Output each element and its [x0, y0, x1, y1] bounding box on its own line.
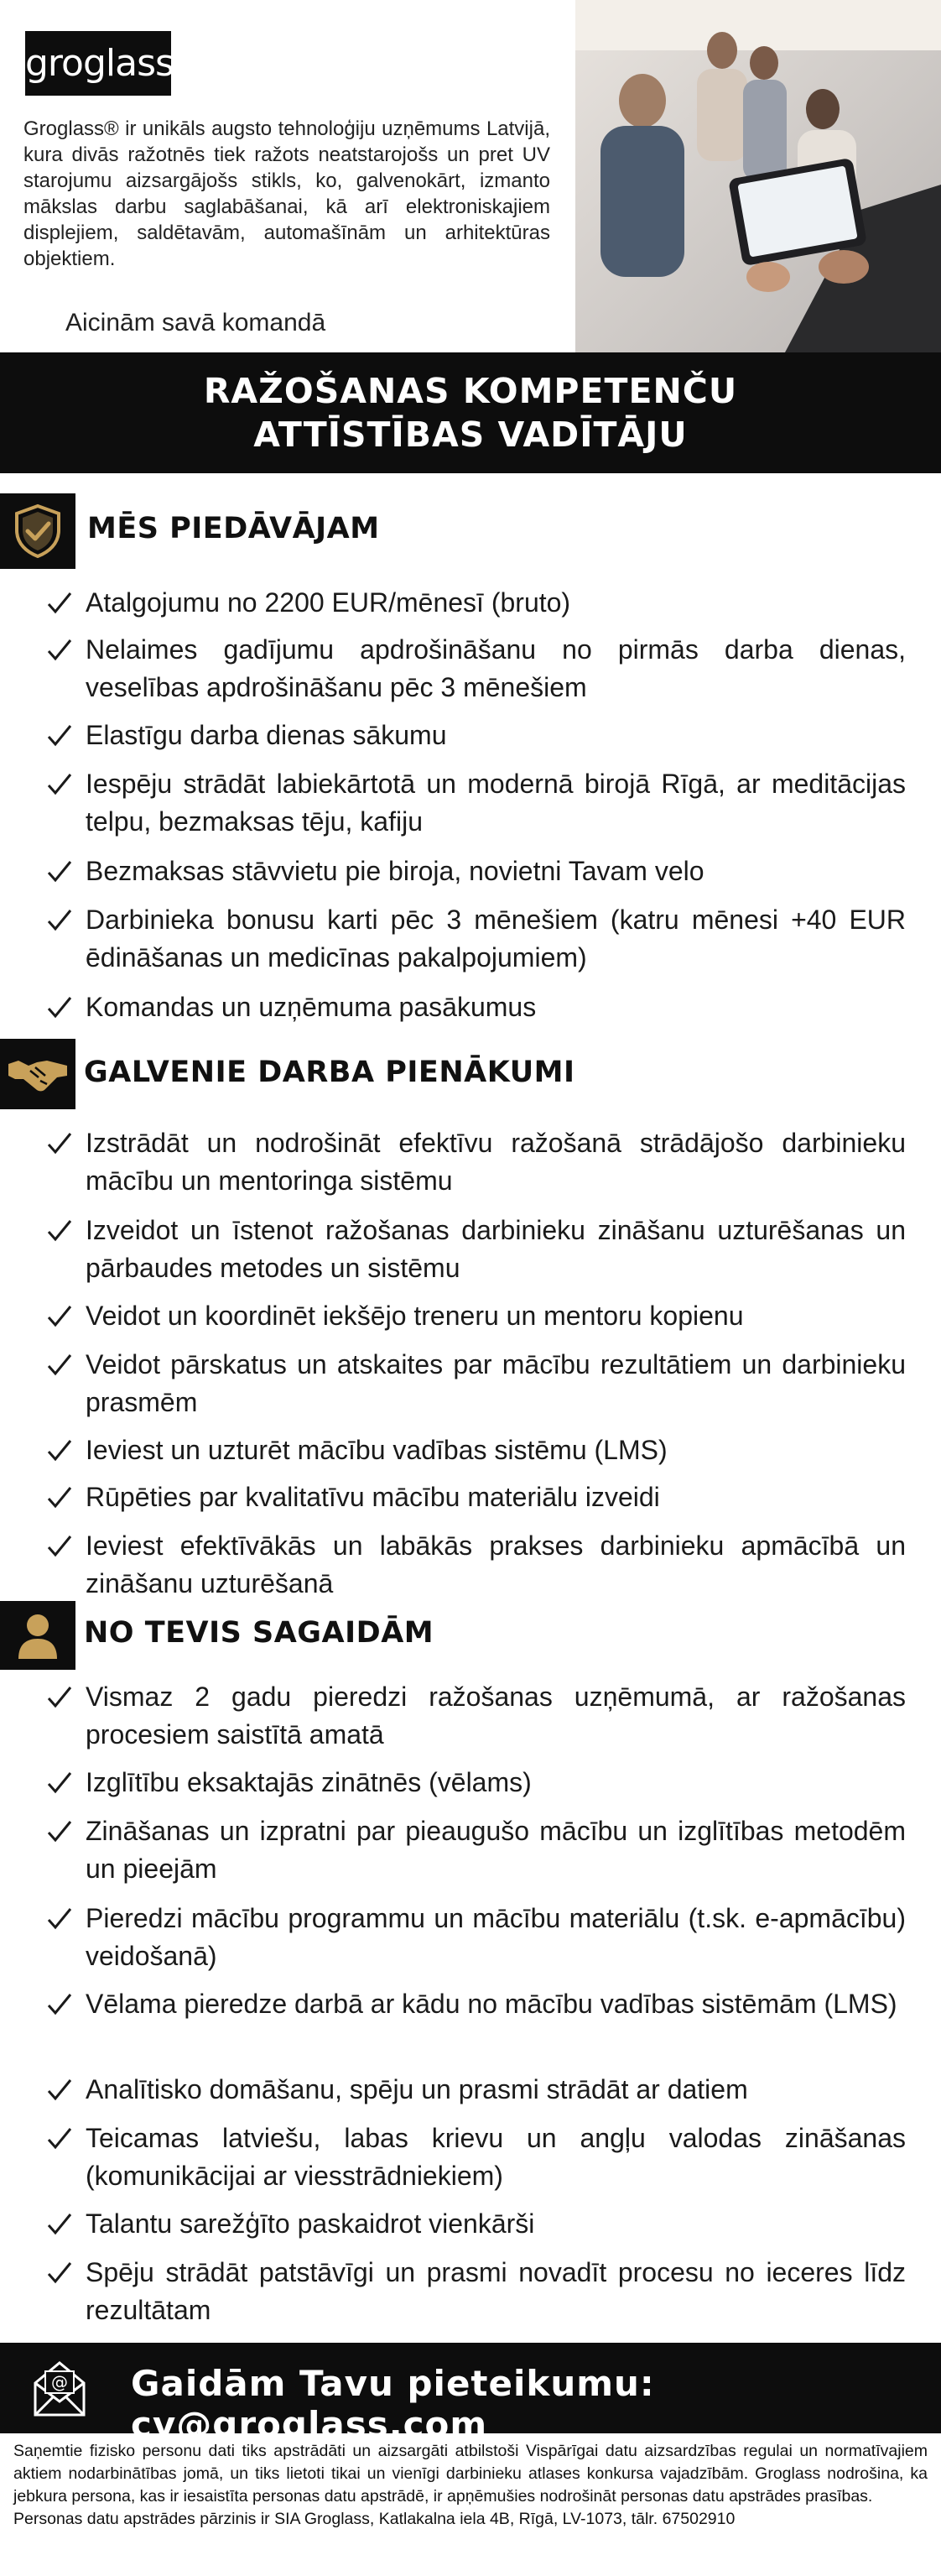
list-item: Teicamas latviešu, labas krievu un angļu valodas zināšanas (komunikācijai ar viesstrādniekiem)	[45, 2120, 906, 2195]
list-item: Bezmaksas stāvvietu pie biroja, novietni Tavam velo	[45, 853, 906, 890]
checkmark-icon	[45, 1217, 74, 1245]
list-item: Izglītību eksaktajās zinātnēs (vēlams)	[45, 1764, 906, 1802]
list-item: Atalgojumu no 2200 EUR/mēnesī (bruto)	[45, 584, 906, 622]
requirements-title: NO TEVIS SAGAIDĀM	[84, 1616, 434, 1650]
checkmark-icon	[45, 1484, 74, 1512]
list-item: Rūpēties par kvalitatīvu mācību materiālu izveidi	[45, 1478, 906, 1516]
duties-header	[0, 1039, 941, 1114]
team-photo	[575, 0, 941, 352]
list-item: Darbinieka bonusu karti pēc 3 mēnešiem (katru mēnesi +40 EUR ēdināšanas un medicīnas pakalpojumiem)	[45, 901, 906, 977]
person-icon	[0, 1601, 75, 1670]
list-item: Veidot pārskatus un atskaites par mācību rezultātiem un darbinieku prasmēm	[45, 1346, 906, 1421]
checkmark-icon	[45, 1683, 74, 1712]
checkmark-icon	[45, 722, 74, 750]
list-item: Talantu sarežģīto paskaidrot vienkārši	[45, 2205, 906, 2243]
checkmark-icon	[45, 636, 74, 665]
groglass-logo: groglass	[25, 31, 171, 96]
checkmark-icon	[45, 2076, 74, 2104]
list-item: Ieviest un uzturēt mācību vadības sistēmu (LMS)	[45, 1431, 906, 1469]
checkmark-icon	[45, 1437, 74, 1465]
header-area	[0, 0, 941, 352]
email-envelope-icon	[30, 2356, 89, 2420]
list-item: Vēlama pieredze darbā ar kādu no mācību vadības sistēmām (LMS)	[45, 1985, 906, 2023]
duties-section	[0, 1039, 941, 1114]
list-item: Analītisko domāšanu, spēju un prasmi strādāt ar datiem	[45, 2071, 906, 2109]
invite-text: Aicinām savā komandā	[65, 309, 326, 336]
shield-check-icon	[0, 493, 75, 569]
checkmark-icon	[45, 589, 74, 618]
requirements-section	[0, 1601, 941, 1676]
list-item: Nelaimes gadījumu apdrošināšanu no pirmās darba dienas, veselības apdrošināšanu pēc 3 mēnešiem	[45, 631, 906, 707]
checkmark-icon	[45, 770, 74, 799]
offer-title: MĒS PIEDĀVĀJAM	[87, 512, 380, 545]
job-title-line2: ATTĪSTĪBAS VADĪTĀJU	[253, 415, 688, 455]
list-item: Komandas un uzņēmuma pasākumus	[45, 988, 906, 1026]
checkmark-icon	[45, 1129, 74, 1158]
list-item: Ieviest efektīvākās un labākās prakses darbinieku apmācībā un zināšanu uzturēšanā	[45, 1527, 906, 1603]
checkmark-icon	[45, 1302, 74, 1331]
list-item: Zināšanas un izpratni par pieaugušo mācību un izglītības metodēm un pieejām	[45, 1812, 906, 1888]
offer-header	[0, 493, 941, 569]
duties-title: GALVENIE DARBA PIENĀKUMI	[84, 1056, 575, 1089]
list-item: Izstrādāt un nodrošināt efektīvu ražošanā strādājošo darbinieku mācību un mentoringa sistēmu	[45, 1124, 906, 1200]
list-item: Elastīgu darba dienas sākumu	[45, 717, 906, 754]
checkmark-icon	[45, 1905, 74, 1933]
list-item: Veidot un koordinēt iekšējo treneru un mentoru kopienu	[45, 1297, 906, 1335]
handshake-icon	[0, 1039, 75, 1109]
offer-section	[0, 493, 941, 569]
checkmark-icon	[45, 993, 74, 1022]
requirements-header	[0, 1601, 941, 1676]
list-item: Spēju strādāt patstāvīgi un prasmi novadīt procesu no ieceres līdz rezultātam	[45, 2254, 906, 2329]
apply-email-link[interactable]: Gaidām Tavu pieteikumu: cv@groglass.com	[131, 2363, 655, 2445]
privacy-text: Saņemtie fizisko personu dati tiks apstrādāti un aizsargāti atbilstoši Vispārīgai datu aizsardzības regulai un normatīvajiem aktiem nodarbinātības jomā, un tiks lietoti tikai un vienīgi darbinieku atlases konkursa vajadzībām. Groglass nodrošina, ka jebkura persona, kas ir iesaistīta personas datu apstrādē, ir apņēmušies nodrošināt personas datu apstrādes prasības.	[13, 2442, 928, 2506]
checkmark-icon	[45, 2125, 74, 2153]
checkmark-icon	[45, 906, 74, 935]
privacy-notice	[13, 2440, 928, 2531]
checkmark-icon	[45, 1532, 74, 1561]
svg-text:@: @	[51, 2372, 68, 2392]
list-item: Izveidot un īstenot ražošanas darbinieku zināšanu uzturēšanas un pārbaudes metodes un sistēmu	[45, 1212, 906, 1287]
data-controller-text: Personas datu apstrādes pārzinis ir SIA Groglass, Katlakalna iela 4B, Rīgā, LV-1073, tālr. 67502910	[13, 2510, 736, 2528]
company-intro: Groglass® ir unikāls augsto tehnoloģiju uzņēmums Latvijā, kura divās ražotnēs tiek ražots neatstarojošs un pret UV starojumu aizsargājošs stikls, ko, galvenokārt, izmanto mākslas darbu saglabāšanai, kā arī elektroniskajiem displejiem, saldētavām, automašīnām un arhitektūras objektiem.	[23, 117, 550, 270]
checkmark-icon	[45, 1769, 74, 1797]
checkmark-icon	[45, 858, 74, 886]
apply-cta-bar	[0, 2343, 941, 2445]
checkmark-icon	[45, 1817, 74, 1846]
job-title-line1: RAŽOŠANAS KOMPETENČU	[203, 371, 738, 411]
checkmark-icon	[45, 1990, 74, 2019]
list-item: Vismaz 2 gadu pieredzi ražošanas uzņēmumā, ar ražošanas procesiem saistītā amatā	[45, 1678, 906, 1754]
checkmark-icon	[45, 2210, 74, 2239]
list-item: Pieredzi mācību programmu un mācību materiālu (t.sk. e-apmācību) veidošanā)	[45, 1900, 906, 1975]
list-item: Iespēju strādāt labiekārtotā un modernā birojā Rīgā, ar meditācijas telpu, bezmaksas tēju, kafiju	[45, 765, 906, 841]
checkmark-icon	[45, 1351, 74, 1379]
checkmark-icon	[45, 2259, 74, 2287]
job-title-banner	[0, 352, 941, 473]
